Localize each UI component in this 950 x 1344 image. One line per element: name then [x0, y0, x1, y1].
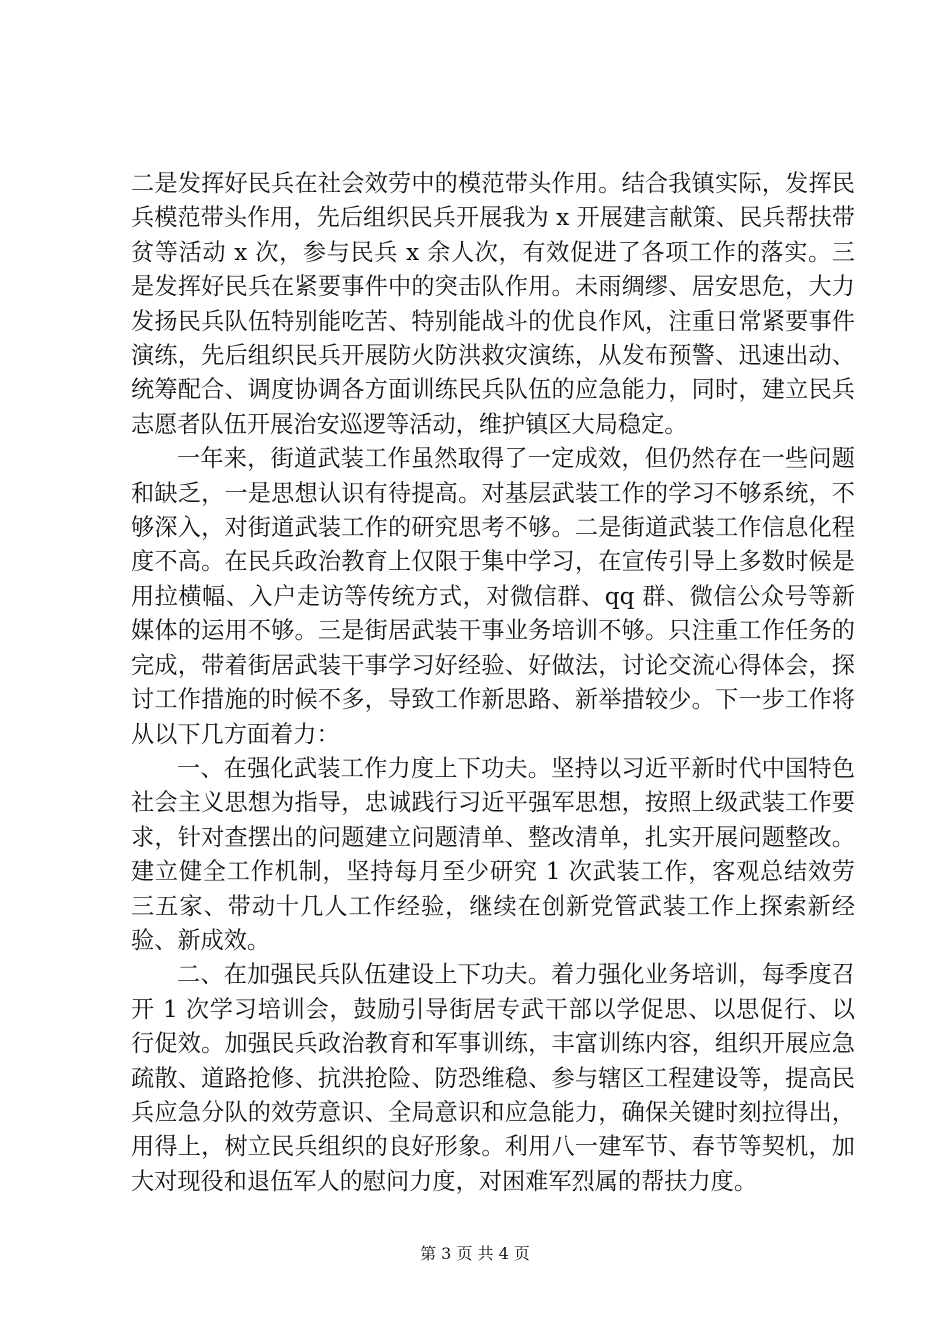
page-number-footer: 第 3 页 共 4 页	[420, 1244, 530, 1263]
paragraph-2: 一年来，街道武装工作虽然取得了一定成效，但仍然存在一些问题和缺乏，一是思想认识有待提高。对基层武装工作的学习不够系统，不够深入，对街道武装工作的研究思考不够。二是街道武装工作信息化程度不高。在民兵政治教育上仅限于集中学习，在宣传引导上多数时候是用拉横幅、入户走访等传统方式，对微信群、qq 群、微信公众号等新媒体的运用不够。三是街居武装干事业务培训不够。只注重工作任务的完成，带着街居武装干事学习好经验、好做法，讨论交流心得体会，探讨工作措施的时候不多，导致工作新思路、新举措较少。下一步工作将从以下几方面着力：	[131, 445, 855, 748]
paragraph-4: 二、在加强民兵队伍建设上下功夫。着力强化业务培训，每季度召开 1 次学习培训会，鼓励引导街居专武干部以学促思、以思促行、以行促效。加强民兵政治教育和军事训练，丰富训练内容，组织开展应急疏散、道路抢修、抗洪抢险、防恐维稳、参与辖区工程建设等，提高民兵应急分队的效劳意识、全局意识和应急能力，确保关键时刻拉得出，用得上，树立民兵组织的良好形象。利用八一建军节、春节等契机，加大对现役和退伍军人的慰问力度，对困难军烈属的帮扶力度。	[131, 961, 855, 1195]
paragraph-1: 二是发挥好民兵在社会效劳中的模范带头作用。结合我镇实际，发挥民兵模范带头作用，先后组织民兵开展我为 x 开展建言献策、民兵帮扶带贫等活动 x 次，参与民兵 x 余人次，有效促进了各项工作的落实。三是发挥好民兵在紧要事件中的突击队作用。未雨绸缪、居安思危，大力发扬民兵队伍特别能吃苦、特别能战斗的优良作风，注重日常紧要事件演练，先后组织民兵开展防火防洪救灾演练，从发布预警、迅速出动、统筹配合、调度协调各方面训练民兵队伍的应急能力，同时，建立民兵志愿者队伍开展治安巡逻等活动，维护镇区大局稳定。	[131, 170, 855, 438]
document-body	[131, 167, 855, 1199]
paragraph-3: 一、在强化武装工作力度上下功夫。坚持以习近平新时代中国特色社会主义思想为指导，忠诚践行习近平强军思想，按照上级武装工作要求，针对查摆出的问题建立问题清单、整改清单，扎实开展问题整改。建立健全工作机制，坚持每月至少研究 1 次武装工作，客观总结效劳三五家、带动十几人工作经验，继续在创新党管武装工作上探索新经验、新成效。	[131, 754, 855, 954]
